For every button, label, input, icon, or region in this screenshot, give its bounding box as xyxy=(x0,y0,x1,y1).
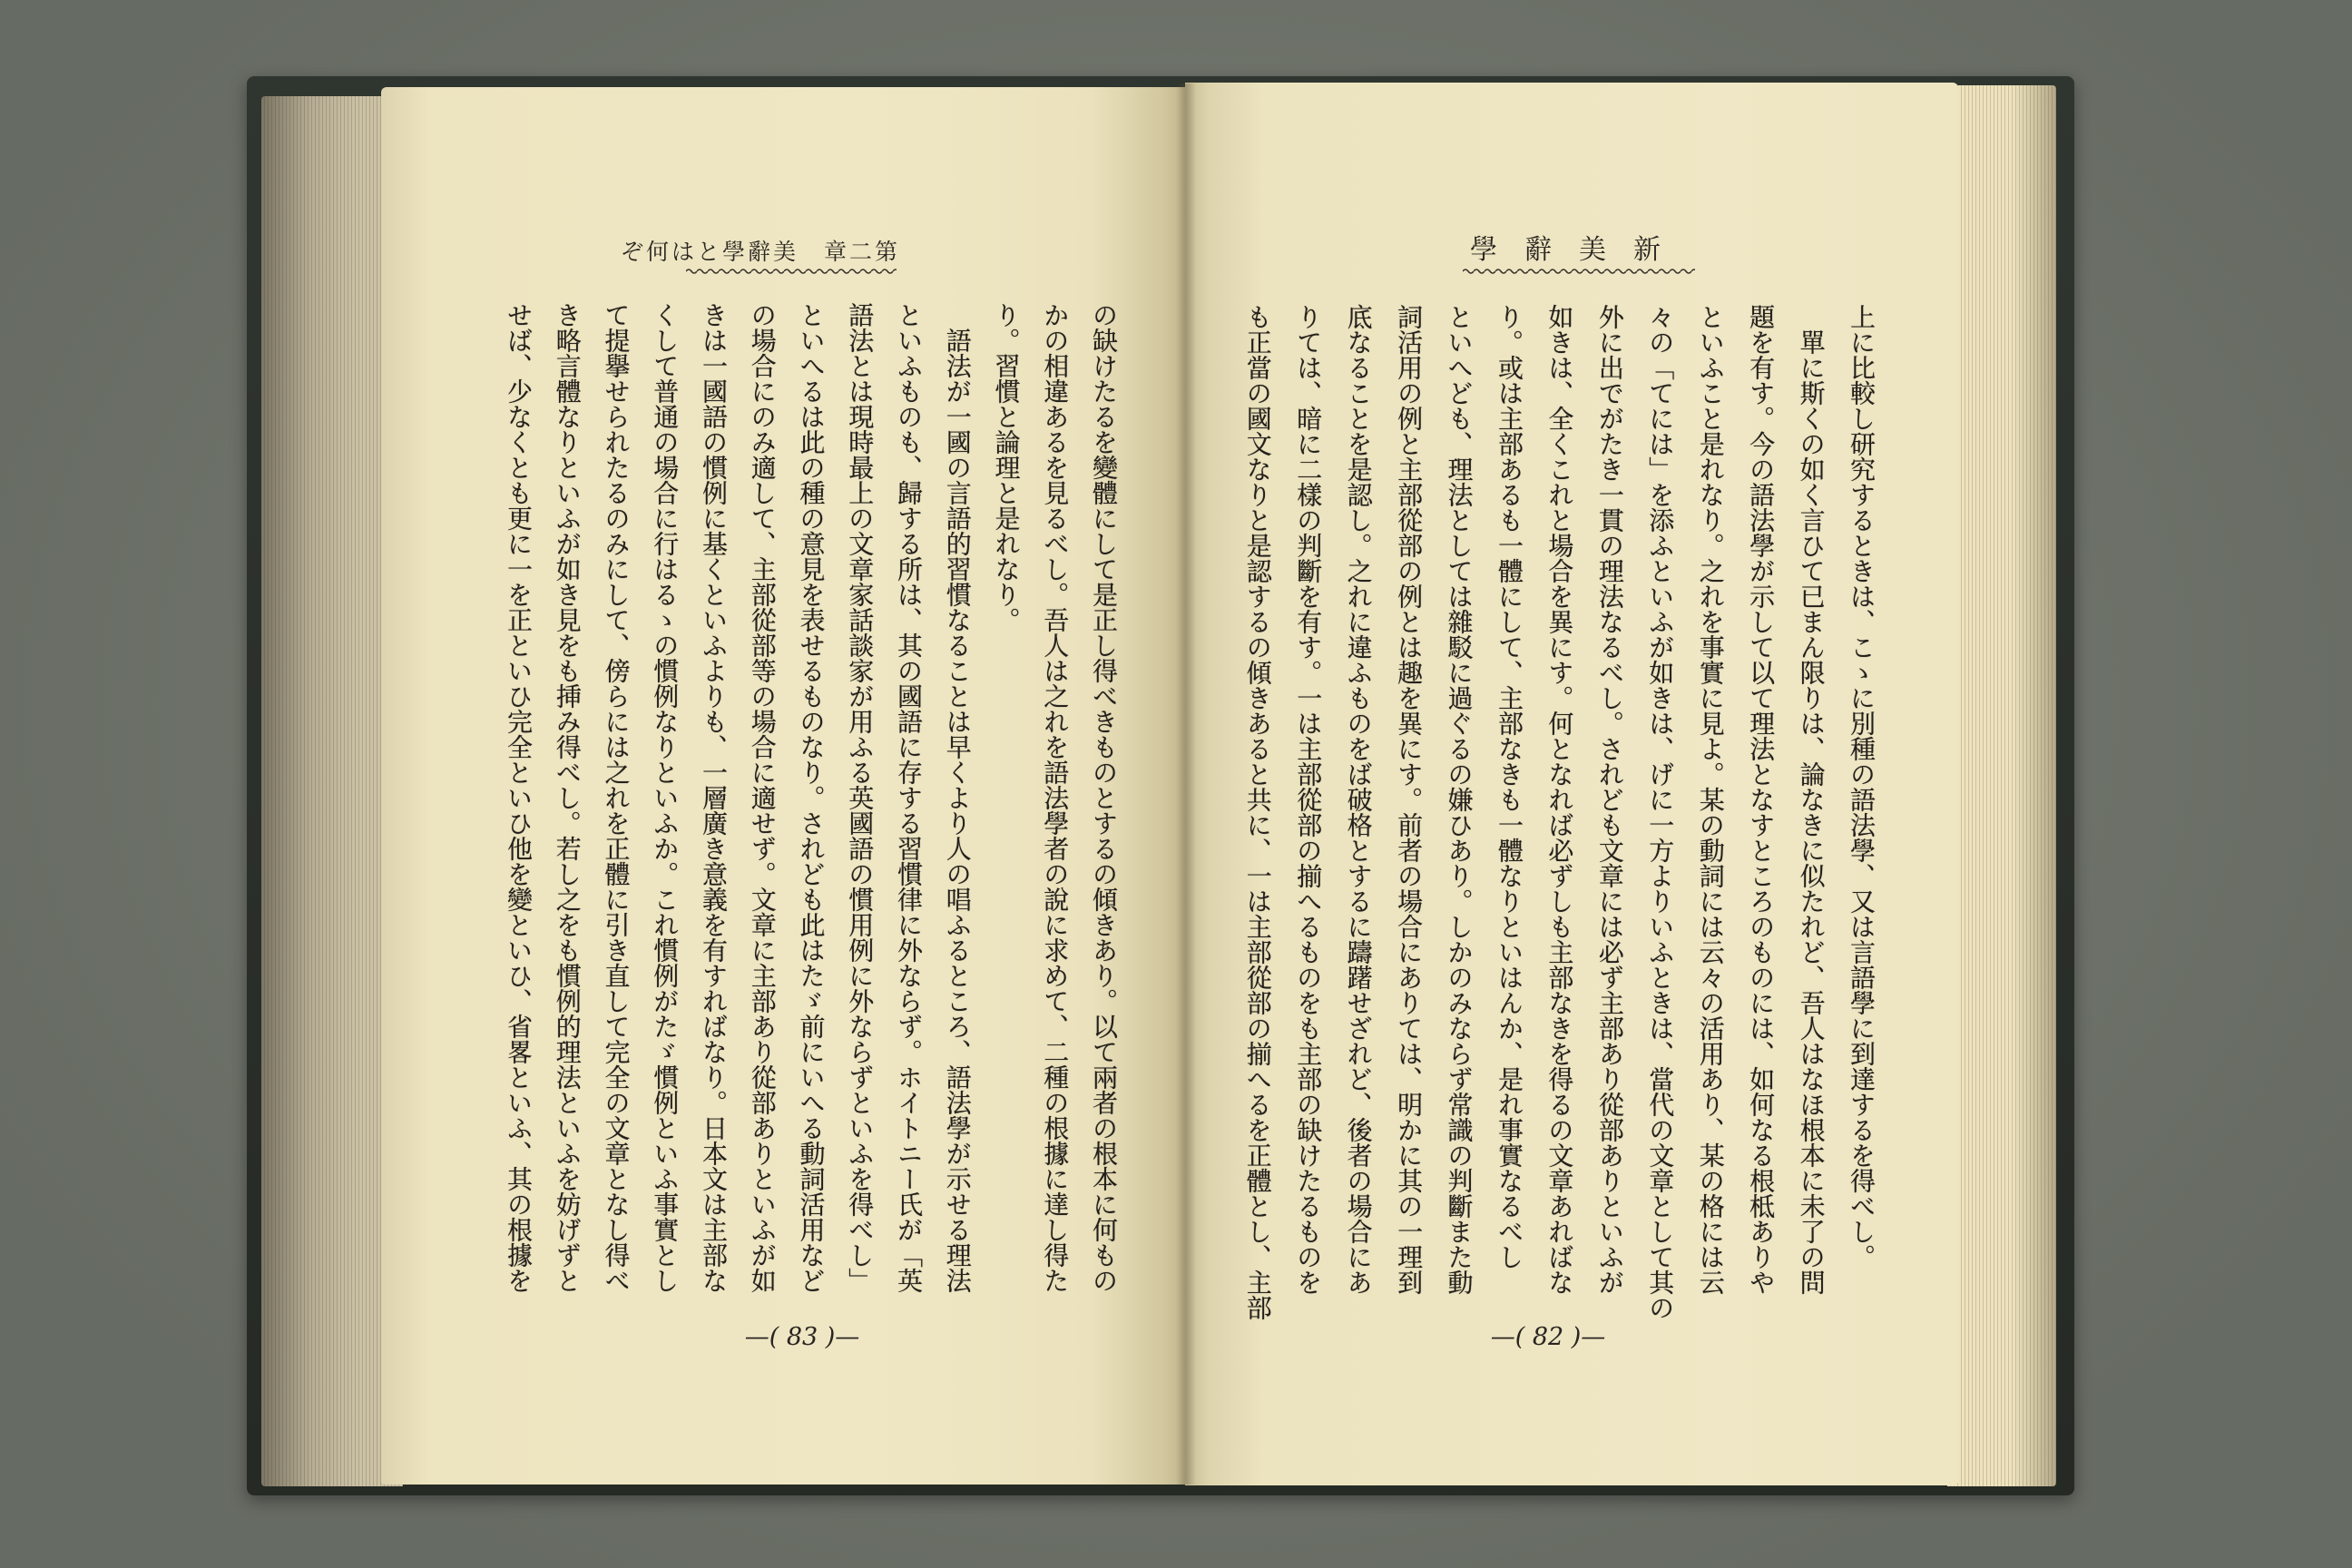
right-page-text xyxy=(1232,304,1886,1320)
text-column: り。習慣と論理と是れなり。 xyxy=(991,302,1022,632)
running-head-right: 新美辭學 xyxy=(1470,234,1688,266)
text-column: 單に斯くの如く言ひて已まん限りは、論なきに似たれど、吾人はなほ根本に未了の問 xyxy=(1796,329,1827,1295)
text-column: せば、少なくとも更に一を正といひ完全といひ他を變といひ、省畧といふ、其の根據を xyxy=(504,302,534,1293)
text-column: 如きは、全くこれと場合を異にす。何となれば必ずしも主部なきを得るの文章あればな xyxy=(1544,304,1575,1295)
text-column: り。或は主部あるも一體にして、主部なきも一體なりといはんか、是れ事實なるべし xyxy=(1494,304,1524,1269)
text-column: き略言體なりといふが如き見をも挿み得べし。若し之をも慣例的理法といふを妨げずと xyxy=(552,302,583,1293)
left-page-text xyxy=(494,302,1128,1300)
ornamental-underline-left xyxy=(686,267,897,276)
text-column: 外に出でがたき一貫の理法なるべし。されども文章には必ず主部あり從部ありといふが xyxy=(1594,304,1625,1295)
text-column: も正當の國文なりと是認するの傾きあると共に、一は主部從部の揃へるを正體とし、主部 xyxy=(1242,304,1273,1320)
text-column: 上に比較し研究するときは、こゝに別種の語法學、又は言語學に到達するを得べし。 xyxy=(1847,304,1877,1269)
text-column: 語法が一國の言語的習慣なることは早くより人の唱ふるところ、語法學が示せる理法 xyxy=(942,328,973,1293)
page-number-left: —( 83 )— xyxy=(744,1323,860,1351)
text-column: といふこと是れなり。之れを事實に見よ。某の動詞には云々の活用あり、某の格には云 xyxy=(1695,304,1726,1295)
text-column: 語法とは現時最上の文章家話談家が用ふる英國語の慣用例に外ならずといふを得べし」 xyxy=(845,302,876,1293)
page-number-right: —( 82 )— xyxy=(1490,1323,1606,1351)
text-column: といふものも、歸する所は、其の國語に存する習慣律に外ならず。ホイトニー氏が「英 xyxy=(894,302,924,1293)
page-edges-right xyxy=(1947,85,2056,1486)
text-column: かの相違あるを見るべし。吾人は之れを語法學者の說に求めて、二種の根據に達し得た xyxy=(1040,302,1071,1293)
text-column: 題を有す。今の語法學が示して以て理法となすところのものには、如何なる根柢ありや xyxy=(1746,304,1777,1295)
text-column: の缺けたるを變體にして是正し得べきものとするの傾きあり。以て兩者の根本に何もの xyxy=(1089,302,1119,1293)
text-column: くして普通の場合に行はるゝの慣例なりといふか。これ慣例がたゞ慣例といふ事實とし xyxy=(650,302,681,1293)
text-column: 々の「てには」を添ふといふが如きは、げに一方よりいふときは、當代の文章として其の xyxy=(1645,304,1676,1320)
text-column: 詞活用の例と主部從部の例とは趣を異にす。前者の場合にありては、明かに其の一理到 xyxy=(1394,304,1425,1295)
text-column: の場合にのみ適して、主部從部等の場合に適せず。文章に主部あり從部ありといふが如 xyxy=(747,302,778,1293)
text-column: といへども、理法としては雜駁に過ぐるの嫌ひあり。しかのみならず常識の判斷また動 xyxy=(1444,304,1475,1295)
running-head-left: 第二章 美辭學とは何ぞ xyxy=(620,239,900,265)
book-gutter xyxy=(1176,83,1196,1485)
ornamental-underline-right xyxy=(1463,267,1695,276)
text-column: といへるは此の種の意見を表せるものなり。されども此はたゞ前にいへる動詞活用など xyxy=(796,302,827,1293)
text-column: りては、暗に二樣の判斷を有す。一は主部從部の揃へるものをも主部の缺けたるものを xyxy=(1293,304,1324,1295)
text-column: きは一國語の慣例に基くといふよりも、一層廣き意義を有すればなり。日本文は主部な xyxy=(699,302,729,1293)
text-column: て提擧せられたるのみにして、傍らには之れを正體に引き直して完全の文章となし得べ xyxy=(601,302,632,1293)
text-column: 底なることを是認し。之れに違ふものをば破格とするに躊躇せざれど、後者の場合にあ xyxy=(1343,304,1374,1295)
